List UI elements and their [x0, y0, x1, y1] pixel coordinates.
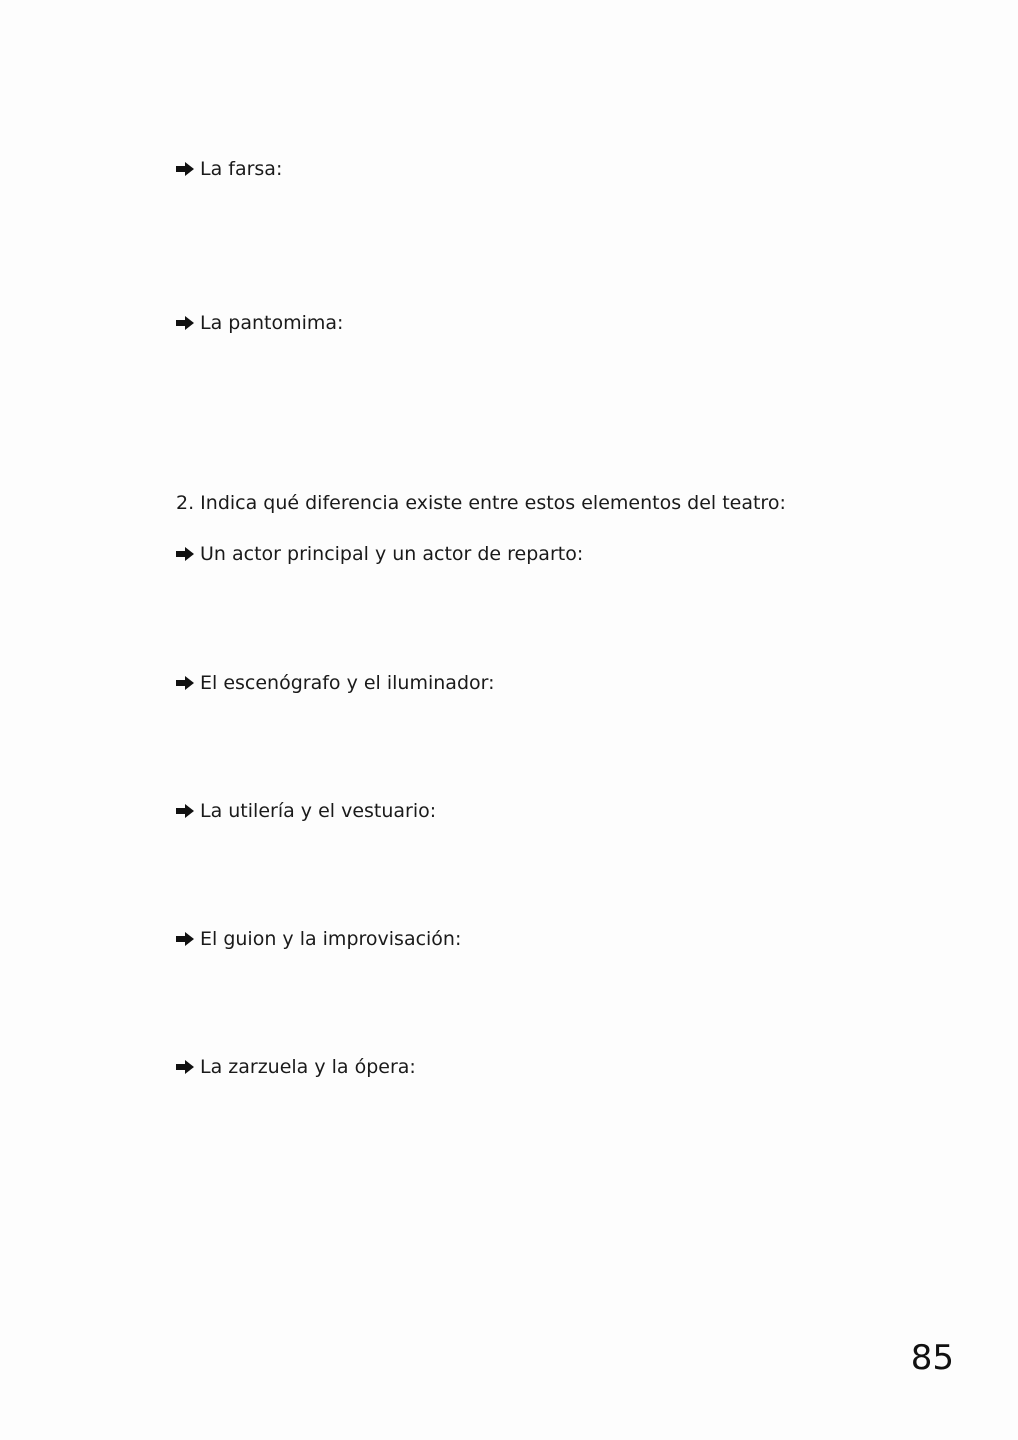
bullet-label: El guion y la improvisación: — [200, 928, 462, 950]
right-arrow-icon — [176, 547, 194, 561]
page-number: 85 — [910, 1338, 954, 1378]
question-text: 2. Indica qué diferencia existe entre estos elementos del teatro: — [176, 492, 786, 514]
bullet-item-pantomima — [176, 311, 343, 335]
question-heading — [176, 491, 786, 515]
bullet-item-utileria — [176, 799, 436, 823]
bullet-label: La zarzuela y la ópera: — [200, 1056, 416, 1078]
bullet-label: El escenógrafo y el iluminador: — [200, 672, 495, 694]
bullet-label: Un actor principal y un actor de reparto: — [200, 543, 584, 565]
right-arrow-icon — [176, 676, 194, 690]
right-arrow-icon — [176, 804, 194, 818]
bullet-item-escenografo — [176, 671, 495, 695]
bullet-item-actores — [176, 542, 583, 566]
bullet-item-guion — [176, 927, 461, 951]
right-arrow-icon — [176, 932, 194, 946]
bullet-label: La pantomima: — [200, 312, 344, 334]
right-arrow-icon — [176, 162, 194, 176]
bullet-item-zarzuela — [176, 1055, 416, 1079]
right-arrow-icon — [176, 1060, 194, 1074]
bullet-label: La farsa: — [200, 158, 283, 180]
right-arrow-icon — [176, 316, 194, 330]
bullet-label: La utilería y el vestuario: — [200, 800, 437, 822]
bullet-item-farsa — [176, 157, 282, 181]
